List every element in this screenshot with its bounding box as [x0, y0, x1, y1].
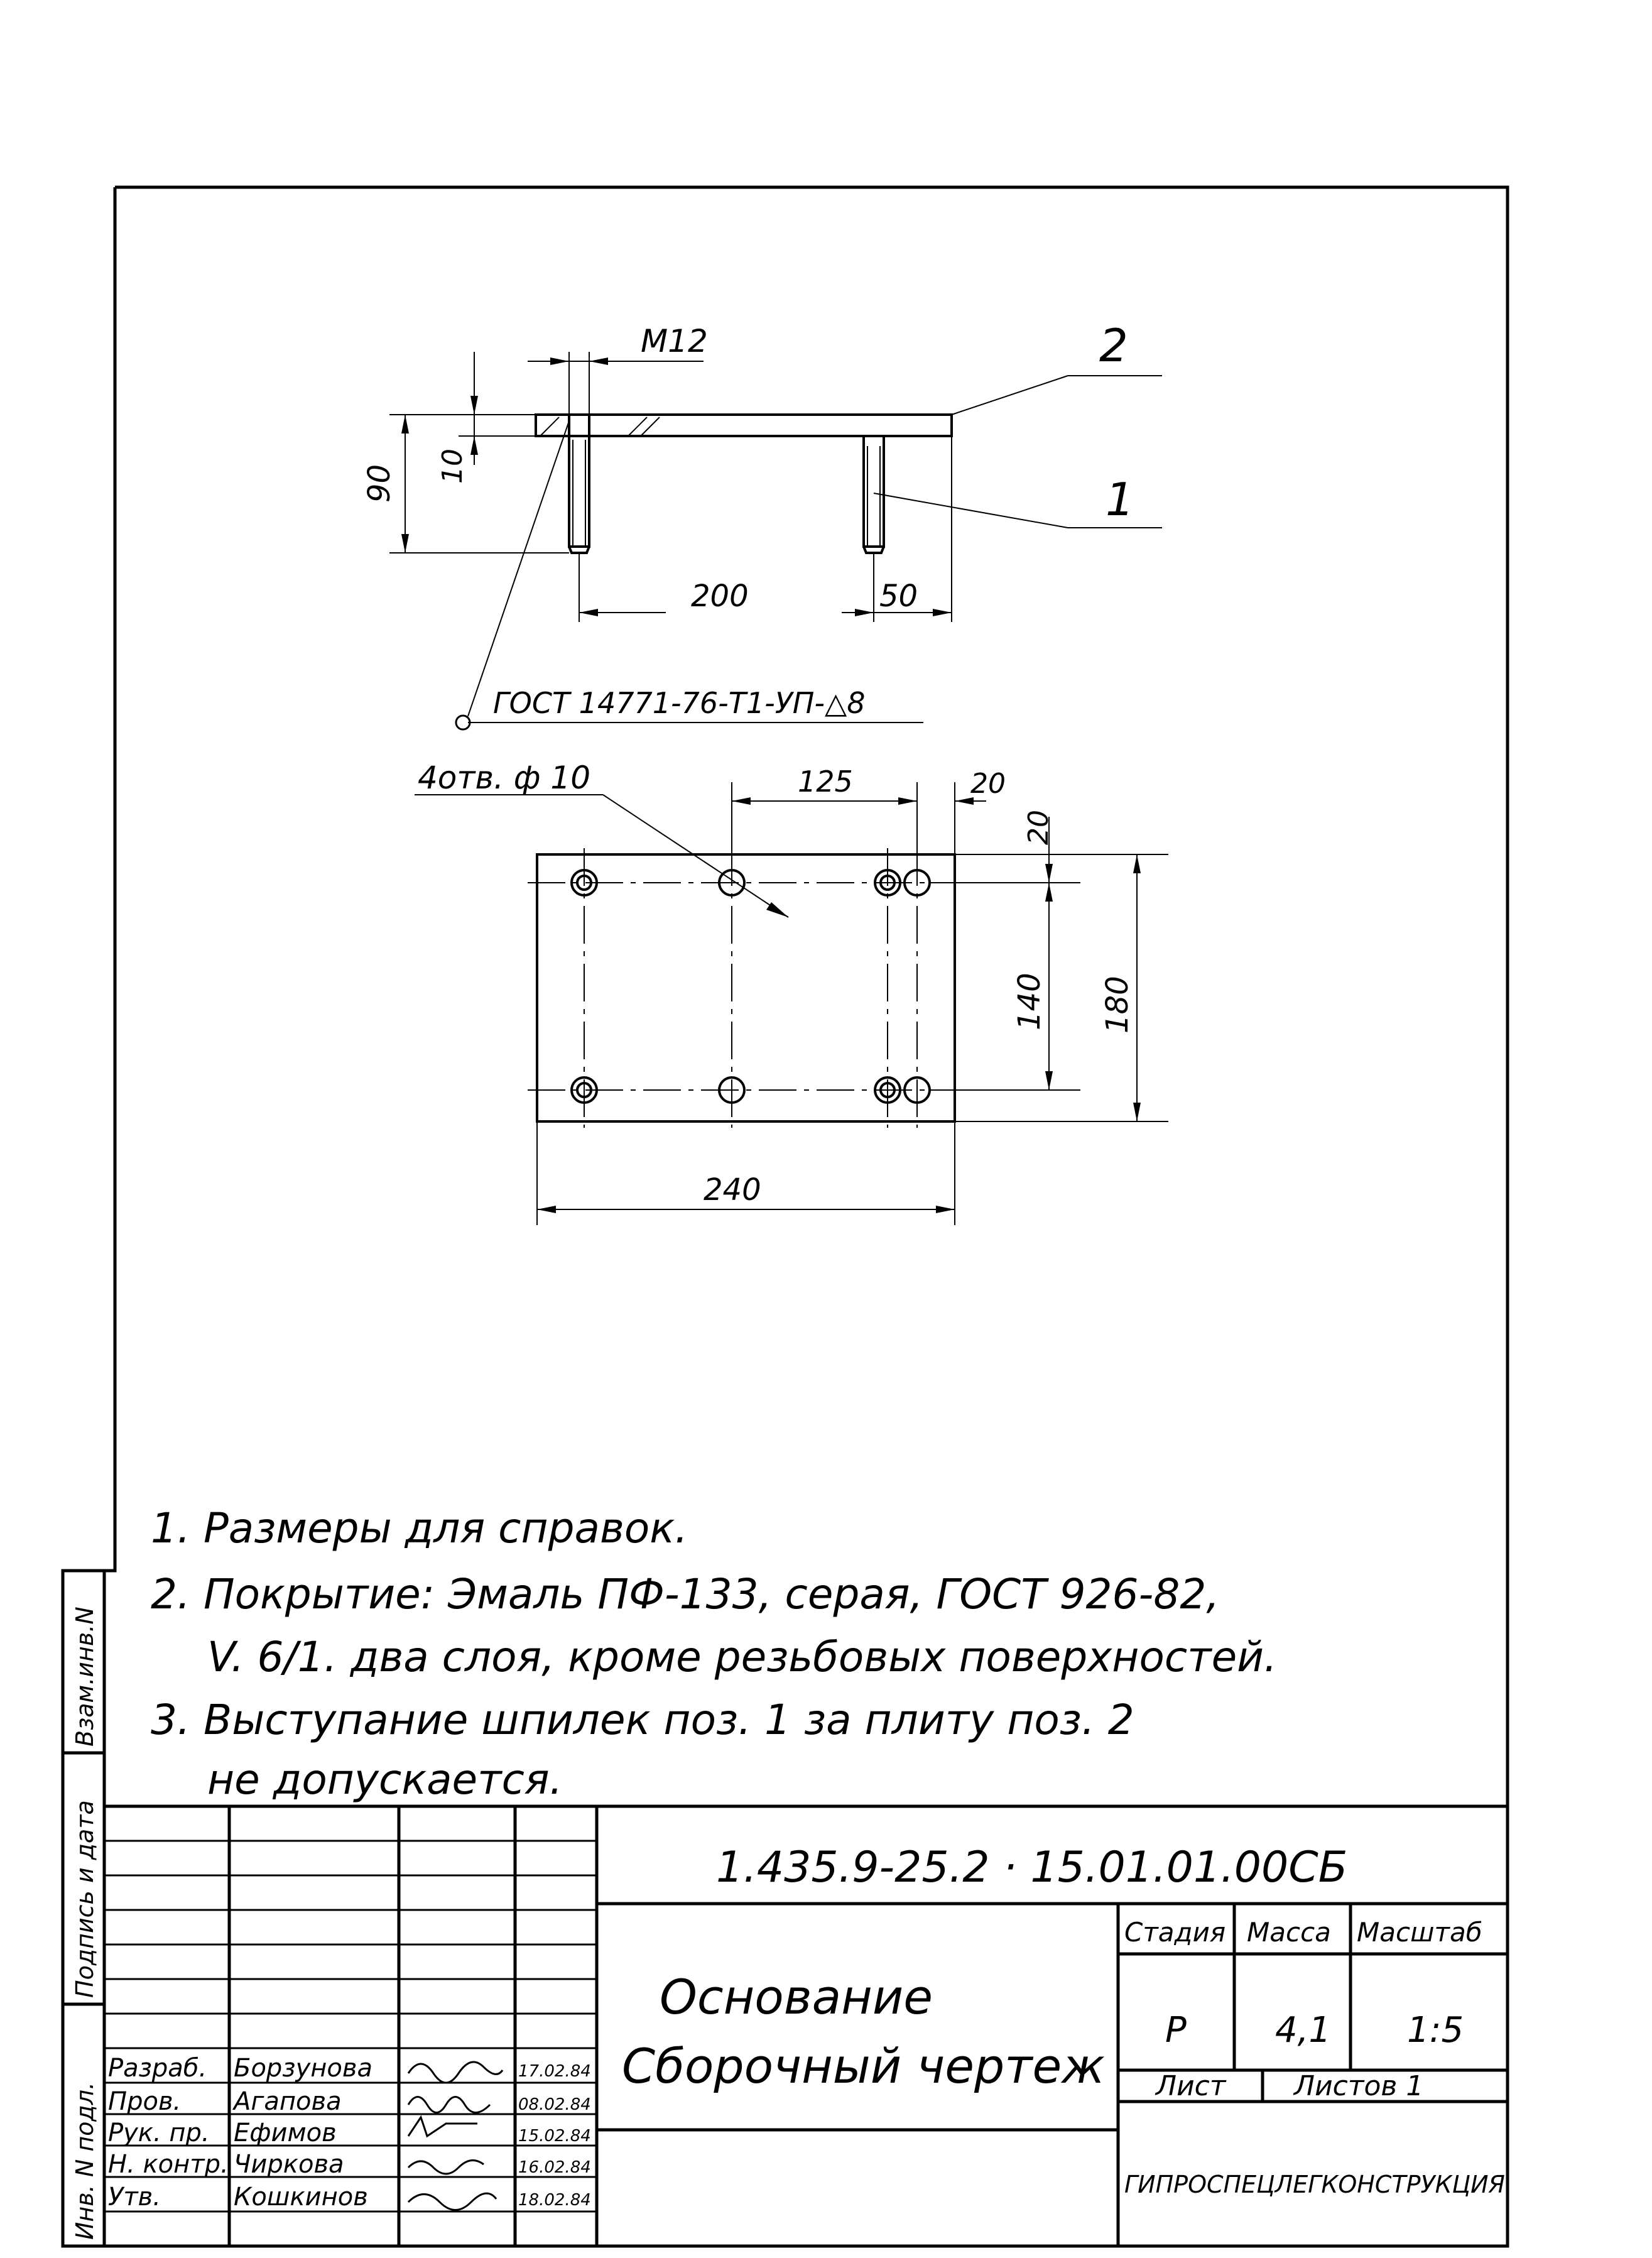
- row-date-1: 08.02.84: [518, 2095, 591, 2114]
- dim-125: 125: [798, 765, 853, 799]
- side-view: [389, 352, 1162, 729]
- scale-header: Масштаб: [1357, 1917, 1482, 1948]
- row-name-2: Ефимов: [234, 2119, 337, 2147]
- organization-name: ГИПРОСПЕЦЛЕГКОНСТРУКЦИЯ: [1124, 2171, 1505, 2198]
- dim-50: 50: [879, 579, 918, 614]
- note-3-continued: не допускается.: [207, 1755, 563, 1804]
- plate-side: [536, 415, 952, 436]
- inv-podl-label: Инв. N подл.: [71, 2081, 99, 2240]
- row-date-2: 15.02.84: [518, 2127, 591, 2146]
- holes: [572, 870, 930, 1103]
- left-strip-labels: [71, 1606, 99, 2240]
- weld-label: ГОСТ 14771-76-Т1-УП-△8: [493, 686, 866, 720]
- vz-inv-label: Взам.инв.N: [71, 1606, 99, 1747]
- stage-value: Р: [1165, 2010, 1187, 2051]
- dim-200: 200: [691, 579, 749, 614]
- mass-header: Масса: [1247, 1917, 1331, 1948]
- sign-date-label: Подпись и дата: [71, 1800, 99, 1998]
- row-name-3: Чиркова: [234, 2150, 344, 2179]
- mass-value: 4,1: [1275, 2010, 1332, 2051]
- title-block-text: [108, 1843, 1505, 2212]
- plan-view-labels: [418, 760, 1135, 1208]
- row-date-3: 16.02.84: [518, 2158, 591, 2177]
- row-date-4: 18.02.84: [518, 2191, 591, 2210]
- dim-20-vertical: 20: [1023, 810, 1055, 845]
- pos2-label: 2: [1099, 319, 1128, 372]
- dim-20-horizontal: 20: [970, 768, 1006, 800]
- note-1: 1. Размеры для справок.: [151, 1504, 688, 1552]
- row-name-1: Агапова: [234, 2087, 342, 2116]
- dim-140: 140: [1012, 973, 1047, 1030]
- drawing-name-line1: Основание: [660, 1969, 933, 2025]
- note-3: 3. Выступание шпилек поз. 1 за плиту поз. 2: [151, 1696, 1134, 1744]
- stage-header: Стадия: [1124, 1917, 1226, 1948]
- row-role-4: Утв.: [108, 2183, 161, 2212]
- dim-10: 10: [437, 449, 469, 484]
- scale-value: 1:5: [1407, 2010, 1464, 2051]
- row-role-3: Н. контр.: [108, 2150, 229, 2179]
- sheet-label: Лист: [1156, 2070, 1226, 2102]
- hole-label: 4отв. ф 10: [418, 760, 591, 796]
- pos1-label: 1: [1106, 473, 1134, 526]
- plan-view: [415, 782, 1168, 1225]
- dim-240: 240: [704, 1172, 761, 1208]
- row-role-2: Рук. пр.: [108, 2119, 210, 2147]
- stud-right: [864, 436, 884, 547]
- row-name-4: Кошкинов: [234, 2183, 368, 2212]
- sheets-label: Листов 1: [1294, 2070, 1424, 2102]
- dim-90: 90: [362, 464, 397, 503]
- row-name-0: Борзунова: [234, 2054, 372, 2083]
- drawing-name-line2: Сборочный чертеж: [622, 2038, 1105, 2094]
- row-role-0: Разраб.: [108, 2054, 207, 2083]
- doc-number: 1.435.9-25.2 · 15.01.01.00СБ: [716, 1843, 1348, 1892]
- thread-label: M12: [641, 323, 708, 359]
- signatures: [408, 2062, 503, 2210]
- note-2: 2. Покрытие: Эмаль ПФ-133, серая, ГОСТ 926-82,: [151, 1570, 1220, 1618]
- row-date-0: 17.02.84: [518, 2062, 591, 2081]
- dim-180: 180: [1100, 976, 1135, 1034]
- note-2-continued: V. 6/1. два слоя, кроме резьбовых поверхностей.: [207, 1633, 1278, 1681]
- row-role-1: Пров.: [108, 2087, 182, 2116]
- stud-left: [569, 415, 589, 547]
